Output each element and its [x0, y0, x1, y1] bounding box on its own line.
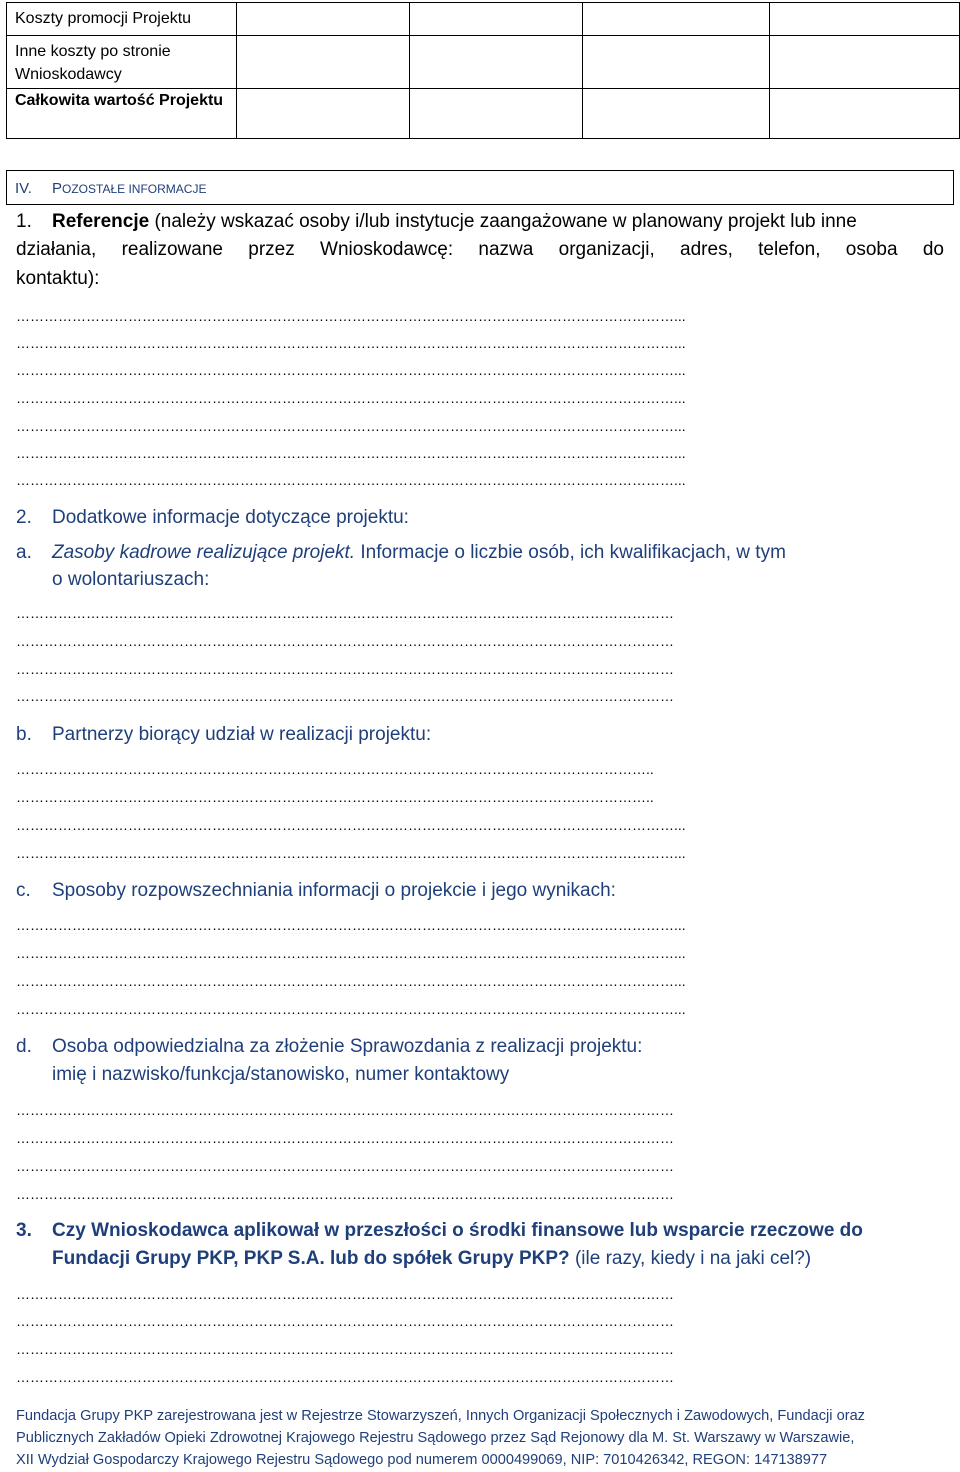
footer-line-1: Fundacja Grupy PKP zarejestrowana jest w Rejestrze Stowarzyszeń, Innych Organizacji Społecznych i Zawodowych, Fundacji oraz [16, 1408, 865, 1424]
table-row [7, 89, 960, 139]
cell-input[interactable] [237, 89, 410, 139]
q2-number: 2. [16, 507, 32, 528]
answer-line[interactable]: ……………………………………………………………………………………………………………………………... [16, 308, 686, 324]
table-row [7, 36, 960, 89]
cell-input[interactable] [237, 3, 410, 36]
answer-line[interactable]: ……………………………………………………………………………………………………………………………... [16, 335, 686, 351]
cell-input[interactable] [770, 89, 960, 139]
cost-table [6, 2, 960, 139]
q2b-text: Partnerzy biorący udział w realizacji projektu: [52, 724, 432, 745]
q2c-text: Sposoby rozpowszechniania informacji o projekcie i jego wynikach: [52, 880, 616, 901]
q2a-line1: Zasoby kadrowe realizujące projekt. Informacje o liczbie osób, ich kwalifikacjach, w tym [52, 542, 786, 563]
answer-line[interactable]: ……………………………………………………………………………………………………………………….. [16, 761, 654, 777]
q2a-letter: a. [16, 542, 32, 563]
answer-line[interactable]: ……………………………………………………………………………………………………………………….. [16, 789, 654, 805]
q2b-letter: b. [16, 724, 32, 745]
cell-input[interactable] [770, 3, 960, 36]
q3-line2: Fundacji Grupy PKP, PKP S.A. lub do spółek Grupy PKP? (ile razy, kiedy i na jaki cel?) [52, 1248, 812, 1269]
q2a-line2: o wolontariuszach: [52, 569, 210, 590]
answer-line[interactable]: …………………………………………………………………………………………………………………………… [16, 605, 674, 621]
footer-line-2: Publicznych Zakładów Opieki Zdrowotnej Krajowego Rejestru Sądowego przez Sąd Rejonowy dla M. St. Warszawy w Warszawie, [16, 1430, 855, 1446]
answer-line[interactable]: ……………………………………………………………………………………………………………………………... [16, 917, 686, 933]
answer-line[interactable]: …………………………………………………………………………………………………………………………… [16, 1130, 674, 1146]
table-row [7, 3, 960, 36]
q2d-text: Osoba odpowiedzialna za złożenie Sprawozdania z realizacji projektu: [52, 1036, 643, 1057]
answer-line[interactable]: …………………………………………………………………………………………………………………………… [16, 1313, 674, 1329]
answer-line[interactable]: …………………………………………………………………………………………………………………………… [16, 1186, 674, 1202]
answer-line[interactable]: …………………………………………………………………………………………………………………………… [16, 1158, 674, 1174]
answer-line[interactable]: ……………………………………………………………………………………………………………………………... [16, 845, 686, 861]
answer-line[interactable]: ……………………………………………………………………………………………………………………………... [16, 472, 686, 488]
row-label-total-value: Całkowita wartość Projektu [15, 92, 224, 109]
answer-line[interactable]: …………………………………………………………………………………………………………………………… [16, 661, 674, 677]
q2c-letter: c. [16, 880, 31, 901]
answer-line[interactable]: ……………………………………………………………………………………………………………………………... [16, 390, 686, 406]
answer-line[interactable]: ……………………………………………………………………………………………………………………………... [16, 817, 686, 833]
cell-input[interactable] [583, 36, 770, 89]
q1-number: 1. [16, 211, 32, 232]
cell-input[interactable] [583, 3, 770, 36]
q3-line1: Czy Wnioskodawca aplikował w przeszłości o środki finansowe lub wsparcie rzeczowe do [52, 1220, 863, 1241]
answer-line[interactable]: …………………………………………………………………………………………………………………………… [16, 1341, 674, 1357]
answer-line[interactable]: ……………………………………………………………………………………………………………………………... [16, 1001, 686, 1017]
section-header [6, 170, 954, 205]
section-title: POZOSTAŁE INFORMACJE [52, 180, 207, 197]
cell-input[interactable] [410, 3, 583, 36]
answer-line[interactable]: …………………………………………………………………………………………………………………………… [16, 1369, 674, 1385]
section-number: IV. [15, 180, 32, 197]
cell-input[interactable] [583, 89, 770, 139]
q1-line2: działania, realizowane przez Wnioskodawcę: nazwa organizacji, adres, telefon, osoba do [16, 239, 944, 260]
answer-line[interactable]: …………………………………………………………………………………………………………………………… [16, 633, 674, 649]
answer-line[interactable]: …………………………………………………………………………………………………………………………… [16, 688, 674, 704]
row-label-promotion-costs: Koszty promocji Projektu [15, 10, 192, 27]
answer-line[interactable]: …………………………………………………………………………………………………………………………… [16, 1102, 674, 1118]
answer-line[interactable]: ……………………………………………………………………………………………………………………………... [16, 418, 686, 434]
cell-input[interactable] [410, 89, 583, 139]
answer-line[interactable]: …………………………………………………………………………………………………………………………… [16, 1286, 674, 1302]
cell-input[interactable] [237, 36, 410, 89]
answer-line[interactable]: ……………………………………………………………………………………………………………………………... [16, 362, 686, 378]
cell-input[interactable] [410, 36, 583, 89]
answer-line[interactable]: ……………………………………………………………………………………………………………………………... [16, 945, 686, 961]
q1-line3: kontaktu): [16, 268, 100, 289]
row-label-other-costs: Inne koszty po stronie Wnioskodawcy [15, 43, 171, 83]
q3-number: 3. [16, 1220, 32, 1241]
q1-line1: Referencje (należy wskazać osoby i/lub instytucje zaangażowane w planowany projekt lub inne [52, 211, 857, 232]
answer-line[interactable]: ……………………………………………………………………………………………………………………………... [16, 445, 686, 461]
answer-line[interactable]: ……………………………………………………………………………………………………………………………... [16, 973, 686, 989]
q2-title: Dodatkowe informacje dotyczące projektu: [52, 507, 409, 528]
q2d-subtext: imię i nazwisko/funkcja/stanowisko, numer kontaktowy [52, 1064, 510, 1085]
cell-input[interactable] [770, 36, 960, 89]
footer-line-3: XII Wydział Gospodarczy Krajowego Rejestru Sądowego pod numerem 0000499069, NIP: 7010426342, REGON: 147138977 [16, 1452, 828, 1468]
q2d-letter: d. [16, 1036, 32, 1057]
